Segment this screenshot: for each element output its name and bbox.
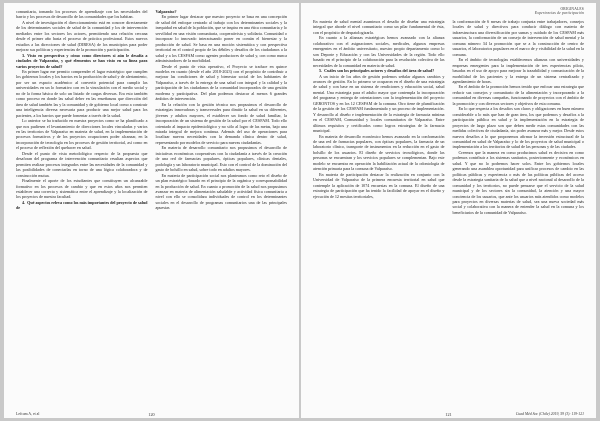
section-number: 3. xyxy=(22,52,26,58)
journal-citation-text: Cuad Méd Soc (Chile) 2019, 59 (3): 119-121 xyxy=(515,412,584,416)
section-heading xyxy=(16,53,148,69)
body-paragraph: A nivel de investigación el direccionamiento está en conocer directamente de los determinantes sociales de salud de la comunidad y los de intervención mediados entre los sectores los actores, permitiendo una relación cercana desde el primer año hasta el proceso de práctica profesional. Estos nuevos estudios a las direcciones de salud (DIRESA) de los municipios para poder mejorar sus políticas y experiencias de la promoción y participación. xyxy=(16,19,148,53)
body-paragraph: En lo que respecta a los desafíos son claros y obligaciones en buen número considerable a lo más que han de gran área, los que podemos y desafíos a la participación pública en salud y la implementación en la estrategia de proyectos de largo plazo son que deben medir estas comunidades con las medidas colectivas de ciudadanía, sin poder avanzar más y mejor. Desde estos nuevos desafíos a lo que proponemos afirmar la inversión estructural de la comunidad en salud de Valparaíso y lo de los proyectos de salud municipal o implementación a los territorios de salud de las personas y de las ciudades. xyxy=(452,106,584,150)
body-paragraph: Lo anterior se ha traducido en nuestra proyectos como se ha planificado a que nos pudiesen el levantamiento de direcciones locales vinculadas y varios en las territorios de Valparaíso en materia de salud, en la implementación de procesos formativos y de los proyectos ocupaciones poder alcanzar, en la incorporación de tecnología en los procesos de gestión territorial, así como en el proceso de reflexión del quehacer en salud. xyxy=(16,118,148,151)
body-paragraph: En cuanto a la alianzas estratégicas hemos avanzado con la alianza colaborativo con el asignaciones sociales, medicales, algunos empresas emergentes en el ámbito universitario, nuestro propio departamento como lo son Deporte y Educación y con las Universidades de la región. Todo ello basado en el principio de la colaboración para la resolución colectiva de las necesidades de la comunidad en materia de salud. xyxy=(313,35,445,68)
body-paragraph: En materia de desarrollo comunitario nos propusimos el desarrollo de iniciativas económicas cooperativas con la ciudadanía a través de la creación de una red de farmacias populares, ópticas populares, clínicas dentales, podología y un laboratorio municipal. Esto con el control de la dominación del gasto de bolsillo en salud, sobre todo en adultos mayores. xyxy=(155,145,287,173)
body-paragraph: Creemos que la manera en como producimos salud es decisiva en como podemos contribuir a los sistemas sanitarios, posteriormente y económicos en salud. Y que no lo podremos hacer solos. Entre los gobiernos locales generando una asamblea oportunidad para unificar procesos de cambio en las políticas públicas y experiencia o más de las políticas públicas del acceso desde la estrategia sanitaria de la salud que a nivel nacional al desarrollo de la comunidad y los territorios, no puede pensarse que el servicio de la salud municipal y de los sectores sin la comunidad, la atención y una mayor conciencia de los usuarios, que ante los usuarios más atendidos como modelos para proyectos en diversas materias de salud, sea una nueva sociedad más social y colaborativa con la manera de entender la salud en la comuna y los beneficiarios de la comunidad de Valparaíso. xyxy=(452,149,584,215)
body-paragraph: Valparaíso? xyxy=(155,9,177,14)
right-page-column-1 xyxy=(313,19,445,215)
section-heading xyxy=(16,200,148,211)
body-paragraph: Finalmente el aporte de los estudiantes que constituyen un alcanzable formativo en los procesos de cambio y que en estos años nos permiten establecer una correcta y sistemática entre el aprendizaje y la localización de los proyectos de nuestra facultad. xyxy=(16,178,148,200)
body-paragraph: Desde el punto de vista operativo, el Proyecto se traduce en quince modelos en cuanto (desde el año 2018-2023) con el propósito de contribuir a mejorar las condiciones de salud y bienestar social de los habitantes de Valparaíso, a través de la entrega de una salud con integral y la calidad y la participación de los ciudadanos de la comunidad incorporados de una gestión moderna y participativa. Del plan podemos destacar al menos 6 grandes ámbitos de intervención. xyxy=(155,63,287,102)
section-heading-text: Qué aspectos releva como los más importantes del proyecto de salud de xyxy=(16,199,148,211)
right-page-column-2 xyxy=(453,19,585,215)
right-page xyxy=(301,3,596,418)
body-paragraph: Desde el punto de vista metodológico respecto de la propuesta que desaforan del programa de intervención comunitario resultan aspectos que permiten realizar procesos integrados entre las necesidades de la comunidad y las posibilidades de conectarlas en torno de una lógica colaboradora y de construcción mutua. xyxy=(16,150,148,178)
body-paragraph: En materia de salud mental asumimos el desafío de diseñar una estrategia integral que aborde el nivel comunitario como un pilar fundamental de ésta, con el propósito de despatologizarla. xyxy=(313,19,445,35)
section-number: 4. xyxy=(22,199,26,205)
body-paragraph: En materia de participación destacar la realización en conjunto con la Universidad de Valparaíso de la primera encuesta territorial en salud que contemple la aplicación de 1074 encuestas en la comuna. El diseño de una estrategia de participación que ha tenido la facilidad de apoyar en el diseño y ejecución de 12 mesitas territoriales, xyxy=(313,171,445,199)
right-page-columns xyxy=(313,19,584,215)
document-spread xyxy=(4,3,596,418)
left-page-columns xyxy=(16,9,287,211)
section-heading xyxy=(313,68,445,73)
body-paragraph: En la relación con la gestión técnica nos propusimos el desarrollo de estrategias innovadoras y transversales para dimitir la salud en su diferentes, jóvenes y adultos mayores, el establecer un fondo de salud familiar, la incorporación de un sistema de gestión de la salud por el CESFAM. Todo ello orientado al impacto epidemiológico y no sólo al logro de las metas, bajo una mirada integral de mejora continua. Además del uso de operaciones para localizar nuevas necesidades con la demanda clínica dentro de salud, representando por modelos de servicio para nuevas ciudadanías. xyxy=(155,101,287,145)
journal-citation xyxy=(516,412,584,417)
body-paragraph: En materia de desarrollo económico hemos avanzado en la conformación de una red de farmacias populares, con ópticas populares, la farmacia de un laboratorio clínico, transporte de instrumentos en la reducción en el gasto de bolsillo de los usuarios. El diseño de servicios tecnológicos, donde las personas se encuentran y los servicios populares se complementan. Bajo este modelo se encuentra en operación la habilitación actual de la odontología de atención primaria para la comuna de Valparaíso. xyxy=(313,133,445,172)
body-paragraph: En el ámbito de la promoción hemos tenido que enfocar una estrategia que reducir sus consejos y comunitario de la alimentación y incorporando a la comunidad en diversas campañas, funcionando de proyectos con el ámbito de la promoción y con diversos sectores y objetivos de esta comuna. xyxy=(452,84,584,106)
running-head xyxy=(313,7,584,19)
left-page-column-2 xyxy=(156,9,288,211)
body-paragraph: comunitaria, tomando los procesos de aprendizaje con las necesidades del barrio y los procesos de desarrollo de las comunidades que los habitan. xyxy=(16,9,148,20)
section-heading-text: Visto en perspectiva y cómo como directores si aún le desafía a ciudades de Valparaíso, y qué elementos se han visto en su línea para varios proyectos de salud? xyxy=(16,52,148,69)
page-number: 120 xyxy=(148,412,155,417)
section-heading-text: Cuáles son los principales actores y desafíos del área de salud? xyxy=(324,68,435,74)
body-paragraph: En primer lugar me permito comprender el lugar estratégico que cumplen los gobiernos locales y los barrios en la producción de salud y de alertamiento, por ser un espacio académico al convertir potencial para cumplir las universidades en un lo formativo con en la vinculación con el medio social y no de la forma básica de solo un listado de cargas diversas. Era esto también como proceso en donde las salud deber en las enseñanzas que dirección del área de salud también las y la comunidad y de gobierno local como a construir una inteligencia diversa necesaria para producir una mejor salud para los pacientes, a los barrios que puede fomentar a través de la salud. xyxy=(16,68,148,118)
section-label: ORIGINALES xyxy=(560,7,584,11)
page-number: 121 xyxy=(445,412,452,417)
section-subtitle: Experiencias de participación xyxy=(534,11,584,16)
left-page xyxy=(4,3,299,418)
body-paragraph: A un inicio de los años de gestión podemos señalar algunos cambios y avances de gestión. En lo primero se ocuparon en el diseño de una estrategia de salud y con base en un sistema de rendiciones y educación social, salud mental. Una estrategia para el adulto mayor que contempla la incorporación del programa y entrega de orientaciones con la implementación del proyecto GERONTOS y en los 12 CESFAM de la comuna. Otro tiene de plumificación de la gestión de los CESFAM fundamentado y un proceso de implementación. Y desarrollo al diseño e implementación de la estrategia de farmacia mínima en el CESFAM, Comunidad y locales comunitarios de Valparaíso. Entre últimos requisitos y certificados como logros estrategias de la farmacia municipal. xyxy=(313,73,445,134)
body-paragraph: la conformación de 6 mesas de trabajo conjunta entre trabajadores, consejos locales de salud y directivos para conducir diálogo con materia de infraestructura una diversificación por sumas y cuidado de los CESFAM más usuarios, la conformación de un consejo de intervención de salud mental y la comuna número 34 la promoción que se a la construcción de centro de usuarios, el laboratorios populares en el marco de y visibilidad de la salud en la comuna. xyxy=(452,19,584,57)
author-credit: Lefcam A, et al xyxy=(16,412,40,416)
section-number: 5. xyxy=(319,68,323,74)
body-paragraph: En primer lugar destacar que nuestro proyecto se basa en una concepción de salud del enfoque centrado al trabajo con los determinantes sociales y la inequidad en salud de la población, que se inspira en una ética comunitaria y lo servilidad en una visión comunitaria, cooperativista y solidaria. Comunidad o incorporar lo innovado interactuando poner en común el bienestar y la producción de salud. Se basa en una moción sistemática y con perspectiva territorial en el control propio de las débiles y desafíos de los ciudadanos a la salud y a los CESFAM como agentes productores de salud y, con como nunca administradores de la morbilidad. xyxy=(155,14,287,64)
body-paragraph: En materia de participación social nos planteamos como reto el diseño de un plan estratégico basado en el principio de la orgánica y corresponsabilidad en la producción de salud. En cuanto a promoción de la salud nos propusimos avanzar en materia de alimentación saludable y actividad física comunitaria a nivel con ello se consolidara individuales de control en los determinantes sociales en el desarrollo de programas comunitarios una de las principales apuestas xyxy=(155,172,287,211)
left-page-column-1 xyxy=(16,9,148,211)
body-paragraph: En el ámbito de tecnologías establecemos alianzas con universidades y empresas emergentes para la implementación de tres experiencias piloto, basadas en el uso de apoyo para mejorar la trazabilidad y comunicación de la morbilidad de los pacientes y la entrega de un sistema centralizado y agendamiento de horas. xyxy=(452,57,584,84)
